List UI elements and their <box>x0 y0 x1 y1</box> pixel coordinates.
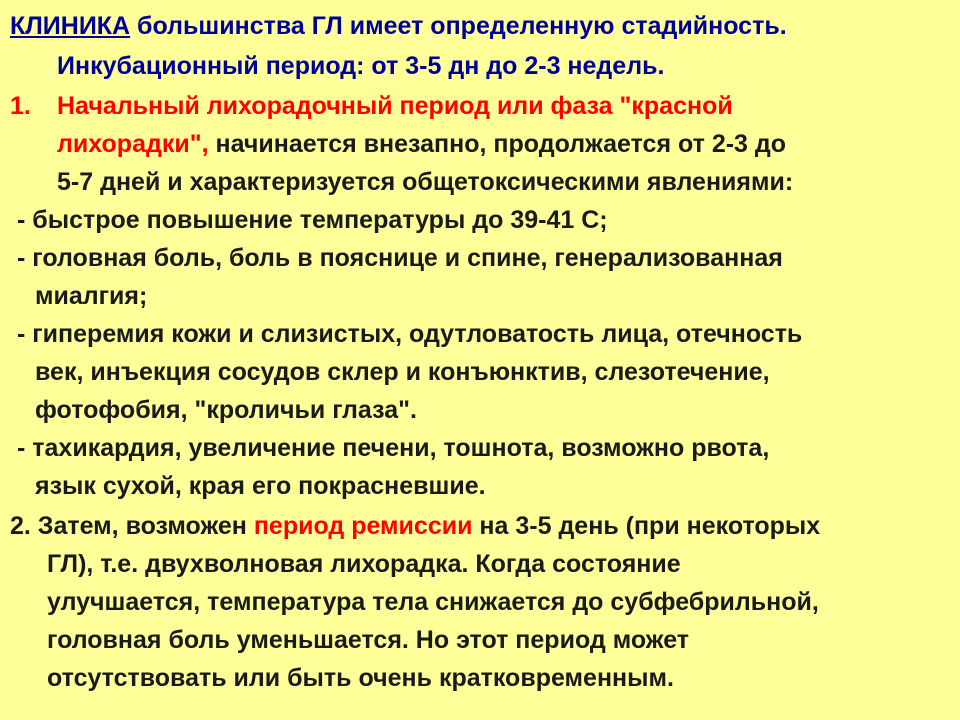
phase2-line: головная боль уменьшается. Но этот период может <box>47 626 690 654</box>
symptom-line: - быстрое повышение температуры до 39-41 С; <box>17 206 608 234</box>
phase2-line: улучшается, температура тела снижается до субфебрильной, <box>47 588 819 616</box>
phase2-suffix: на 3-5 день (при некоторых <box>472 512 821 540</box>
symptom-line: - гиперемия кожи и слизистых, одутловатость лица, отечность <box>17 320 803 348</box>
symptom-line: век, инъекция сосудов склер и конъюнктив, слезотечение, <box>35 358 770 386</box>
heading-title-word: КЛИНИКА <box>10 12 131 40</box>
phase1-line2 <box>57 129 786 159</box>
phase1-red-line2: лихорадки", <box>57 130 209 158</box>
phase2-prefix: 2. Затем, возможен <box>10 512 254 540</box>
symptom-line: язык сухой, края его покрасневшие. <box>35 472 486 500</box>
phase2-line: ГЛ), т.е. двухволновая лихорадка. Когда состояние <box>47 550 681 578</box>
phase1-line3: 5-7 дней и характеризуется общетоксическими явлениями: <box>57 168 794 196</box>
symptom-line: фотофобия, "кроличьи глаза". <box>35 396 417 424</box>
phase1-rest-line2: начинается внезапно, продолжается от 2-3 до <box>208 130 787 158</box>
symptom-line: миалгия; <box>35 282 148 310</box>
phase2-red: период ремиссии <box>253 512 473 540</box>
heading-title-rest: большинства ГЛ имеет определенную стадийность. <box>130 12 787 40</box>
phase2-line1 <box>10 511 820 541</box>
incubation-line: Инкубационный период: от 3-5 дн до 2-3 недель. <box>57 52 665 80</box>
symptom-line: - головная боль, боль в пояснице и спине, генерализованная <box>17 244 783 272</box>
phase1-red-line1: Начальный лихорадочный период или фаза "красной <box>57 92 733 120</box>
heading-line <box>10 11 787 41</box>
phase1-number: 1. <box>10 92 31 120</box>
symptom-line: - тахикардия, увеличение печени, тошнота, возможно рвота, <box>17 434 770 462</box>
phase2-line: отсутствовать или быть очень кратковременным. <box>47 664 674 692</box>
